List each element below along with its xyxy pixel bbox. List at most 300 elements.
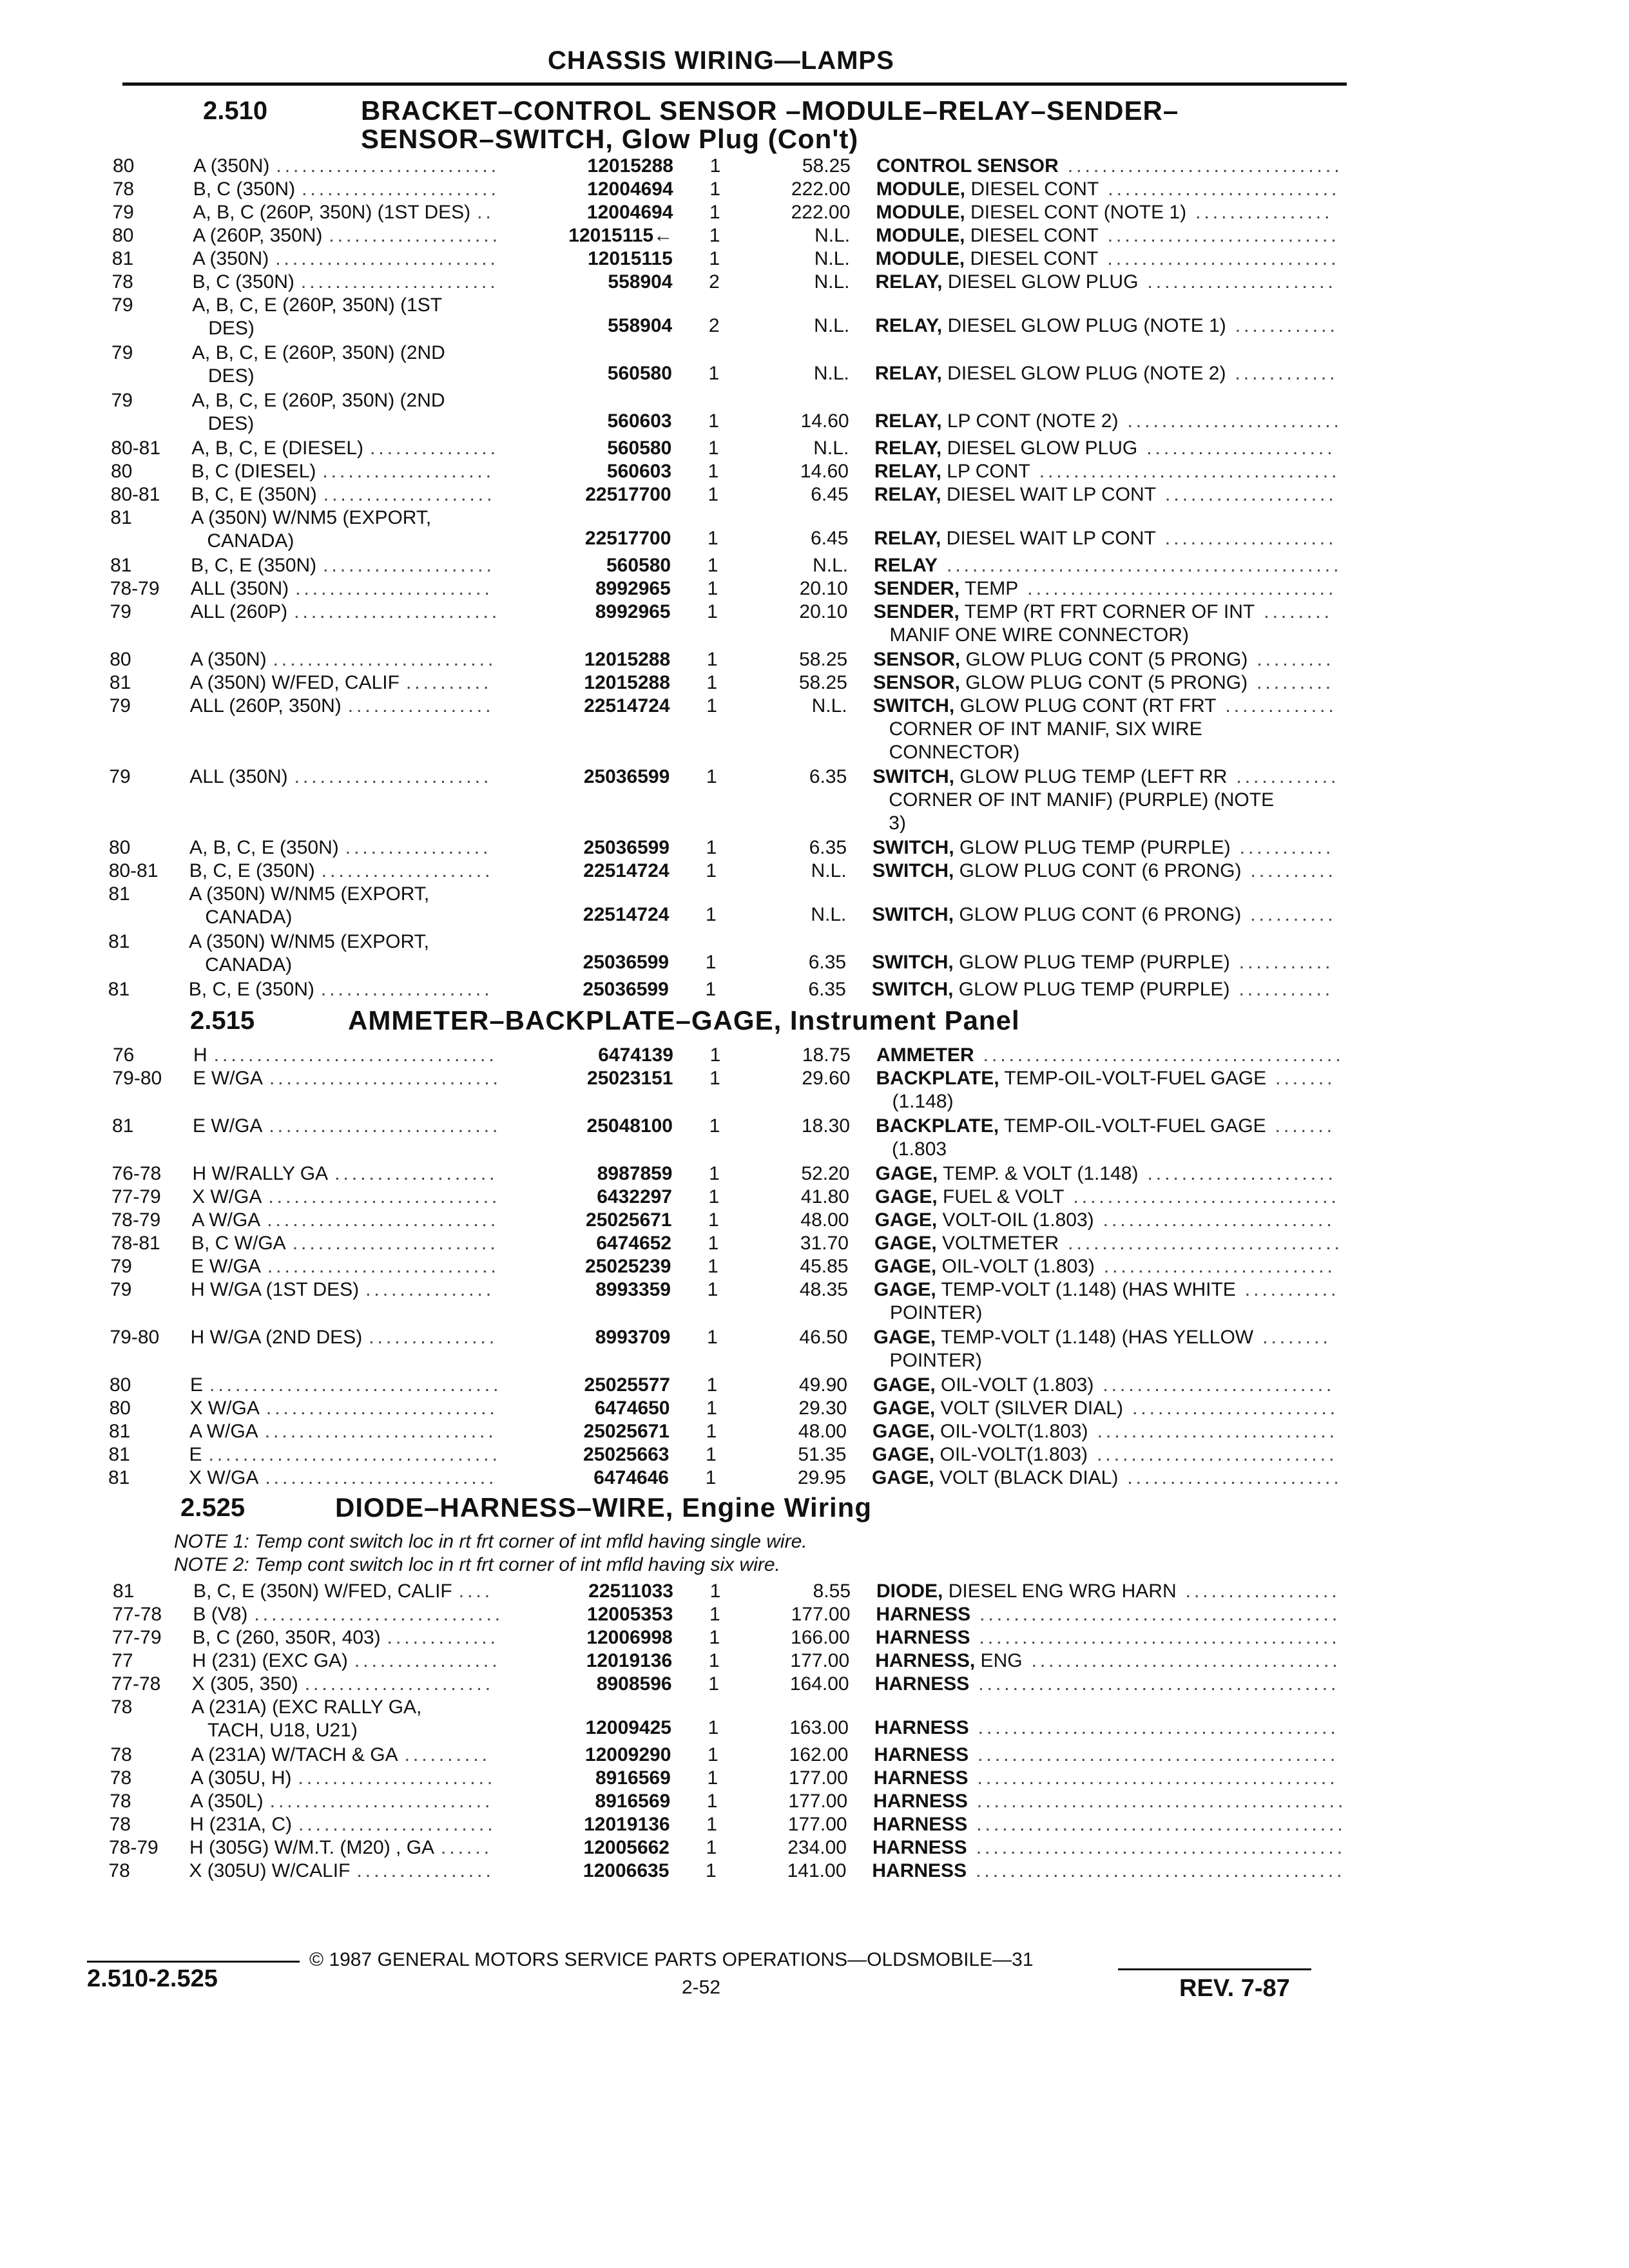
part-detail: DIESEL GLOW PLUG	[942, 271, 1139, 293]
dot-leader: ...........................	[1103, 1256, 1336, 1277]
part-detail: DIESEL GLOW PLUG	[941, 437, 1138, 459]
dot-leader: ............................	[1097, 1444, 1338, 1465]
part-description	[876, 271, 1139, 294]
part-detail: OIL-VOLT(1.803)	[934, 1444, 1088, 1465]
model-application: A (350N) W/NM5 (EXPORT,	[189, 883, 430, 905]
dot-leader: ...........................................	[976, 1791, 1347, 1812]
part-description-continued: CORNER OF INT MANIF, SIX WIRE	[889, 718, 1202, 740]
quantity: 1	[708, 1717, 719, 1739]
part-detail: VOLT (BLACK DIAL)	[934, 1467, 1119, 1488]
dot-leader: ...........................	[269, 1068, 501, 1089]
part-name: SENSOR,	[872, 672, 960, 693]
part-name: RELAY,	[874, 528, 941, 550]
model-application: H (231A, C)	[189, 1814, 292, 1835]
dot-leader: ...........................	[1108, 178, 1340, 200]
model-year: 80	[113, 155, 135, 177]
model-application: A (231A) W/TACH & GA	[191, 1744, 398, 1765]
table-row	[0, 1744, 1629, 1767]
part-detail: GLOW PLUG TEMP (LEFT RR	[954, 766, 1228, 787]
part-description	[874, 1232, 1059, 1255]
table-row	[0, 1067, 1629, 1090]
price: 164.00	[789, 1673, 849, 1695]
part-detail: TEMP	[959, 578, 1019, 599]
model-year: 81	[108, 883, 130, 905]
model-application: B, C, E (350N)	[191, 555, 317, 576]
table-row	[0, 1162, 1629, 1186]
part-description	[872, 978, 1230, 1001]
model-year: 79	[109, 766, 131, 787]
model-year: 79	[110, 601, 131, 622]
price: 6.35	[809, 837, 847, 858]
dot-leader: ...........................	[269, 1115, 501, 1137]
model-application: H W/GA (1ST DES)	[191, 1279, 360, 1300]
price: 177.00	[788, 1791, 848, 1812]
dot-leader: ......................	[1147, 271, 1336, 293]
part-description	[874, 1326, 1254, 1349]
part-number: 25036599	[583, 837, 670, 858]
table-row	[0, 155, 1629, 178]
quantity: 1	[707, 578, 718, 599]
model-year: 79-80	[112, 1068, 162, 1089]
model-application-continued: DES)	[207, 413, 255, 434]
model-application-continued: DES)	[207, 365, 255, 387]
quantity: 1	[709, 1581, 721, 1602]
dot-leader: ....................	[320, 979, 493, 1000]
part-number: 12004694	[587, 178, 673, 200]
quantity: 1	[709, 225, 720, 246]
dot-leader: ............................	[1097, 1421, 1338, 1442]
section-number-2515: 2.515	[190, 1006, 255, 1035]
table-row	[0, 836, 1629, 860]
part-detail: GLOW PLUG CONT (5 PRONG)	[959, 672, 1248, 693]
price: N.L.	[811, 860, 847, 881]
table-row	[0, 1443, 1629, 1466]
price: N.L.	[813, 437, 849, 459]
part-description	[874, 1255, 1095, 1278]
quantity: 1	[705, 1467, 717, 1488]
dot-leader: .........	[1257, 649, 1335, 670]
part-number: 12009290	[584, 1744, 671, 1765]
part-detail: DIESEL CONT	[965, 225, 1099, 246]
part-description	[873, 648, 1248, 671]
part-description	[875, 1673, 970, 1696]
part-description	[874, 1278, 1236, 1302]
part-detail: DIESEL CONT (NOTE 1)	[965, 202, 1187, 223]
part-detail: DIESEL CONT	[965, 178, 1099, 200]
price: 58.25	[798, 672, 847, 693]
part-description	[872, 951, 1230, 974]
model-application: A (231A) (EXC RALLY GA,	[191, 1696, 422, 1718]
part-name: HARNESS	[876, 1604, 971, 1625]
part-name: HARNESS	[875, 1627, 970, 1648]
dot-leader: ...........................	[267, 1256, 499, 1277]
model-application: A (350N) W/NM5 (EXPORT,	[191, 507, 432, 528]
table-row	[0, 1326, 1629, 1349]
dot-leader: .......................	[295, 578, 493, 599]
part-description	[874, 460, 1030, 483]
part-number: 25036599	[583, 766, 670, 787]
dot-leader: ......................	[1147, 1163, 1336, 1184]
dot-leader: ..........	[1250, 860, 1336, 881]
price: 6.45	[811, 484, 849, 505]
part-name: BACKPLATE,	[876, 1068, 999, 1089]
model-year: 76-78	[111, 1163, 162, 1184]
price: 29.95	[797, 1467, 846, 1488]
part-number: 560603	[607, 410, 672, 432]
part-number: 8908596	[596, 1673, 672, 1695]
part-name: GAGE,	[872, 1421, 935, 1442]
dot-leader: .......................	[302, 178, 499, 200]
dot-leader: ........................	[1132, 1398, 1338, 1419]
quantity: 1	[706, 695, 717, 716]
dot-leader: ...................	[334, 1163, 498, 1184]
dot-leader: .......................	[294, 766, 492, 787]
part-name: GAGE,	[875, 1163, 938, 1184]
model-application: A (350N)	[192, 248, 269, 269]
part-number: 8987859	[597, 1163, 673, 1184]
part-detail: GLOW PLUG CONT (6 PRONG)	[954, 904, 1242, 926]
footer-rule-right	[1118, 1968, 1311, 1970]
table-row	[0, 1626, 1629, 1649]
price: 14.60	[800, 461, 849, 482]
part-name: GAGE,	[872, 1398, 936, 1419]
dot-leader: ....................	[323, 484, 496, 505]
model-application: A (350N) W/NM5 (EXPORT,	[189, 931, 429, 952]
part-name: HARNESS	[873, 1767, 969, 1789]
part-description	[874, 483, 1156, 506]
part-number: 22514724	[583, 904, 670, 926]
dot-leader: ...........	[1239, 952, 1334, 974]
part-detail: OIL-VOLT (1.803)	[936, 1256, 1095, 1277]
part-name: GAGE,	[873, 1327, 936, 1348]
dot-leader: ..	[477, 202, 494, 223]
part-number: 12006998	[586, 1627, 673, 1648]
dot-leader: ...............	[369, 1327, 498, 1348]
table-row	[0, 1836, 1629, 1860]
part-description	[876, 1044, 974, 1067]
part-description	[876, 247, 1099, 271]
quantity: 1	[707, 1327, 718, 1348]
part-number: 12006635	[583, 1860, 670, 1881]
dot-leader: ..........................................	[979, 1604, 1341, 1625]
part-name: SWITCH,	[872, 766, 954, 787]
dot-leader: .................	[354, 1650, 501, 1671]
dot-leader: .............................	[254, 1604, 504, 1625]
price: 177.00	[789, 1767, 848, 1789]
table-row	[0, 271, 1629, 294]
model-application: B, C (260, 350R, 403)	[192, 1627, 381, 1648]
part-description	[876, 1580, 1177, 1603]
model-application: A, B, C, E (260P, 350N) (2ND	[191, 342, 445, 363]
model-year: 80	[109, 1398, 131, 1419]
part-detail: TEMP-VOLT (1.148) (HAS WHITE	[936, 1279, 1236, 1300]
part-name: GAGE,	[872, 1444, 935, 1465]
dot-leader: .........	[1257, 672, 1335, 693]
part-name: HARNESS	[874, 1673, 970, 1695]
quantity: 1	[706, 672, 718, 693]
dot-leader: ....................	[329, 225, 501, 246]
dot-leader: ..................................	[209, 1374, 502, 1396]
model-year: 80	[109, 837, 131, 858]
dot-leader: .......................	[298, 1767, 496, 1789]
part-description	[876, 1626, 970, 1649]
part-number: 12005353	[586, 1604, 673, 1625]
section-number-2525: 2.525	[180, 1494, 246, 1522]
part-description	[873, 695, 1217, 718]
part-description	[876, 201, 1186, 224]
part-description	[876, 1115, 1266, 1138]
part-number: 22517700	[584, 528, 671, 550]
quantity: 1	[706, 837, 717, 858]
part-name: HARNESS	[872, 1814, 968, 1835]
part-name: HARNESS	[873, 1791, 968, 1812]
table-row	[0, 1278, 1629, 1302]
part-name: RELAY,	[874, 437, 942, 459]
part-description	[872, 765, 1227, 789]
note-2: NOTE 2: Temp cont switch loc in rt frt corner of int mfld having six wire.	[174, 1554, 780, 1575]
price: 14.60	[800, 410, 849, 432]
price: 29.60	[802, 1068, 851, 1089]
model-application: B, C, E (350N)	[191, 484, 317, 505]
part-description	[873, 1790, 968, 1813]
quantity: 1	[705, 979, 717, 1000]
price: 222.00	[791, 178, 851, 200]
model-application: E W/GA	[193, 1115, 263, 1137]
price: 18.30	[801, 1115, 850, 1137]
price: 41.80	[800, 1186, 849, 1207]
table-row	[0, 1186, 1629, 1209]
model-application: X (305U) W/CALIF	[189, 1860, 351, 1881]
price: 46.50	[799, 1327, 848, 1348]
dot-leader: ...............................	[1073, 1186, 1340, 1207]
price: 162.00	[789, 1744, 849, 1765]
dot-leader: ..............................................	[947, 555, 1342, 576]
part-description	[876, 1603, 970, 1626]
dot-leader: ....................	[322, 461, 495, 482]
model-application: A (305U, H)	[190, 1767, 292, 1789]
price: N.L.	[813, 363, 849, 385]
dot-leader: ..........................	[269, 1791, 494, 1812]
part-number: 25025663	[583, 1444, 670, 1465]
model-year: 81	[111, 248, 134, 269]
section-title-2525: DIODE–HARNESS–WIRE, Engine Wiring	[335, 1492, 872, 1523]
part-detail: ENG	[975, 1650, 1023, 1671]
model-application-continued: TACH, U18, U21)	[207, 1720, 358, 1741]
model-year: 81	[108, 931, 130, 952]
model-application: B, C (350N)	[193, 178, 296, 200]
model-application: X (305, 350)	[191, 1673, 298, 1695]
dot-leader: ...............	[365, 1279, 495, 1300]
dot-leader: ...........................................	[976, 1860, 1345, 1881]
dot-leader: ..........................................	[978, 1744, 1339, 1765]
part-description	[876, 1067, 1267, 1090]
part-name: MODULE,	[876, 178, 966, 200]
price: 45.85	[800, 1256, 849, 1277]
part-number: 6474650	[594, 1398, 670, 1419]
part-name: SWITCH,	[872, 860, 954, 881]
quantity: 1	[708, 1256, 718, 1277]
quantity: 1	[708, 363, 720, 385]
quantity: 1	[709, 1627, 720, 1648]
note-1: NOTE 1: Temp cont switch loc in rt frt corner of int mfld having single wire.	[174, 1531, 807, 1552]
part-name: RELAY,	[874, 461, 941, 482]
model-application-continued: CANADA)	[205, 954, 293, 975]
model-application: H	[193, 1044, 207, 1066]
quantity: 2	[709, 271, 720, 293]
part-number: 560580	[607, 437, 672, 459]
part-number: 25036599	[583, 952, 670, 974]
model-year: 78-79	[111, 1209, 161, 1231]
dot-leader: ...................................	[1039, 461, 1340, 482]
part-description	[872, 1420, 1088, 1443]
price: 58.25	[799, 649, 848, 670]
quantity: 1	[706, 1860, 717, 1881]
model-application: ALL (350N)	[190, 578, 289, 599]
quantity: 1	[709, 1115, 720, 1137]
model-year: 78	[109, 1814, 131, 1835]
quantity: 1	[708, 1650, 720, 1671]
model-application: E	[189, 1444, 202, 1465]
dot-leader: ..........	[1250, 904, 1336, 926]
price: 177.00	[790, 1650, 850, 1671]
quantity: 1	[706, 1421, 717, 1442]
part-description	[875, 362, 1226, 385]
part-name: RELAY	[874, 555, 938, 576]
model-application: X W/GA	[192, 1186, 262, 1207]
part-detail: VOLTMETER	[936, 1233, 1059, 1254]
part-name: MODULE,	[876, 202, 965, 223]
table-row	[0, 648, 1629, 671]
price: 48.00	[800, 1209, 849, 1231]
model-year: 81	[108, 1467, 130, 1488]
part-detail: GLOW PLUG CONT (6 PRONG)	[954, 860, 1242, 881]
dot-leader: ..........	[405, 672, 492, 693]
part-description	[876, 1162, 1139, 1186]
part-number: 8992965	[595, 578, 671, 599]
part-description	[874, 1716, 969, 1740]
model-application-continued: DES)	[208, 318, 255, 339]
model-year: 77	[111, 1650, 133, 1671]
model-year: 78	[112, 178, 135, 200]
part-description	[872, 1860, 967, 1883]
quantity: 1	[708, 1744, 718, 1765]
model-year: 77-79	[111, 1186, 161, 1207]
part-number: 560580	[607, 363, 672, 385]
part-description	[875, 410, 1119, 433]
model-year: 81	[109, 672, 131, 693]
part-number: 6474646	[593, 1467, 669, 1488]
price: 48.00	[798, 1421, 847, 1442]
table-row	[0, 671, 1629, 695]
part-detail: DIESEL GLOW PLUG (NOTE 2)	[941, 363, 1226, 385]
model-year: 78	[110, 1791, 131, 1812]
dot-leader: .......................	[298, 1814, 496, 1835]
model-application: A (260P, 350N)	[193, 225, 323, 246]
table-row	[0, 1673, 1629, 1696]
part-name: GAGE,	[874, 1256, 937, 1277]
part-description	[873, 1397, 1123, 1420]
part-name: SWITCH,	[872, 952, 954, 974]
model-year: 78	[108, 1860, 130, 1881]
table-row	[0, 765, 1629, 789]
price: 20.10	[799, 578, 848, 599]
table-row	[0, 178, 1629, 201]
quantity: 1	[709, 178, 721, 200]
quantity: 1	[706, 860, 717, 881]
model-year: 80-81	[110, 484, 160, 505]
quantity: 1	[708, 528, 718, 550]
dot-leader: ....................................	[1027, 578, 1337, 599]
part-detail: GLOW PLUG TEMP (PURPLE)	[953, 979, 1230, 1000]
model-year: 81	[110, 507, 132, 528]
part-description	[876, 155, 1059, 178]
table-row	[0, 1397, 1629, 1420]
part-name: SENSOR,	[873, 649, 961, 670]
table-row	[0, 577, 1629, 601]
dot-leader: .................	[347, 695, 494, 716]
part-number: 6474652	[596, 1233, 671, 1254]
model-application: H W/GA (2ND DES)	[190, 1327, 363, 1348]
part-name: BACKPLATE,	[876, 1115, 999, 1137]
part-detail: TEMP-VOLT (1.148) (HAS YELLOW	[936, 1327, 1254, 1348]
dot-leader: .......................	[300, 271, 499, 293]
part-name: GAGE,	[874, 1233, 937, 1254]
model-year: 79-80	[110, 1327, 160, 1348]
model-application: ALL (350N)	[189, 766, 288, 787]
model-application: A (350N)	[190, 649, 267, 670]
part-number: 25025577	[584, 1374, 670, 1396]
part-number: 22514724	[583, 860, 670, 881]
footer-section-range: 2.510-2.525	[87, 1965, 218, 1992]
quantity: 1	[707, 601, 718, 622]
part-number: 558904	[608, 271, 673, 293]
dot-leader: ................	[356, 1860, 494, 1881]
model-year: 79	[110, 1279, 132, 1300]
price: 18.75	[802, 1044, 851, 1066]
model-application: X W/GA	[189, 1398, 260, 1419]
table-row	[0, 1767, 1629, 1790]
table-row	[0, 1255, 1629, 1278]
dot-leader: ...........................	[1107, 248, 1340, 269]
part-name: SWITCH,	[872, 695, 955, 716]
price: N.L.	[814, 248, 850, 269]
dot-leader: ..........	[404, 1744, 490, 1765]
model-application: ALL (260P, 350N)	[189, 695, 342, 716]
model-year: 77-78	[112, 1604, 162, 1625]
price: N.L.	[811, 904, 847, 926]
dot-leader: ..........................................	[977, 1767, 1338, 1789]
model-year: 78-79	[110, 578, 160, 599]
part-description	[873, 1374, 1094, 1397]
dot-leader: .............	[387, 1627, 499, 1648]
dot-leader: .......	[1275, 1068, 1336, 1089]
section-number-2510: 2.510	[203, 97, 268, 125]
quantity: 1	[707, 555, 718, 576]
model-application: A, B, C, E (260P, 350N) (1ST	[192, 294, 443, 316]
table-row	[0, 978, 1629, 1001]
part-detail: TEMP. & VOLT (1.148)	[938, 1163, 1139, 1184]
part-number: 8993709	[595, 1327, 671, 1348]
price: 31.70	[800, 1233, 849, 1254]
model-year: 81	[113, 1581, 135, 1602]
price: N.L.	[814, 315, 850, 337]
model-application: A W/GA	[191, 1209, 261, 1231]
part-detail: DIESEL ENG WRG HARN	[943, 1581, 1177, 1602]
model-year: 81	[110, 555, 132, 576]
part-name: GAGE,	[874, 1209, 938, 1231]
part-detail: VOLT-OIL (1.803)	[937, 1209, 1094, 1231]
dot-leader: ........	[1262, 1327, 1331, 1348]
